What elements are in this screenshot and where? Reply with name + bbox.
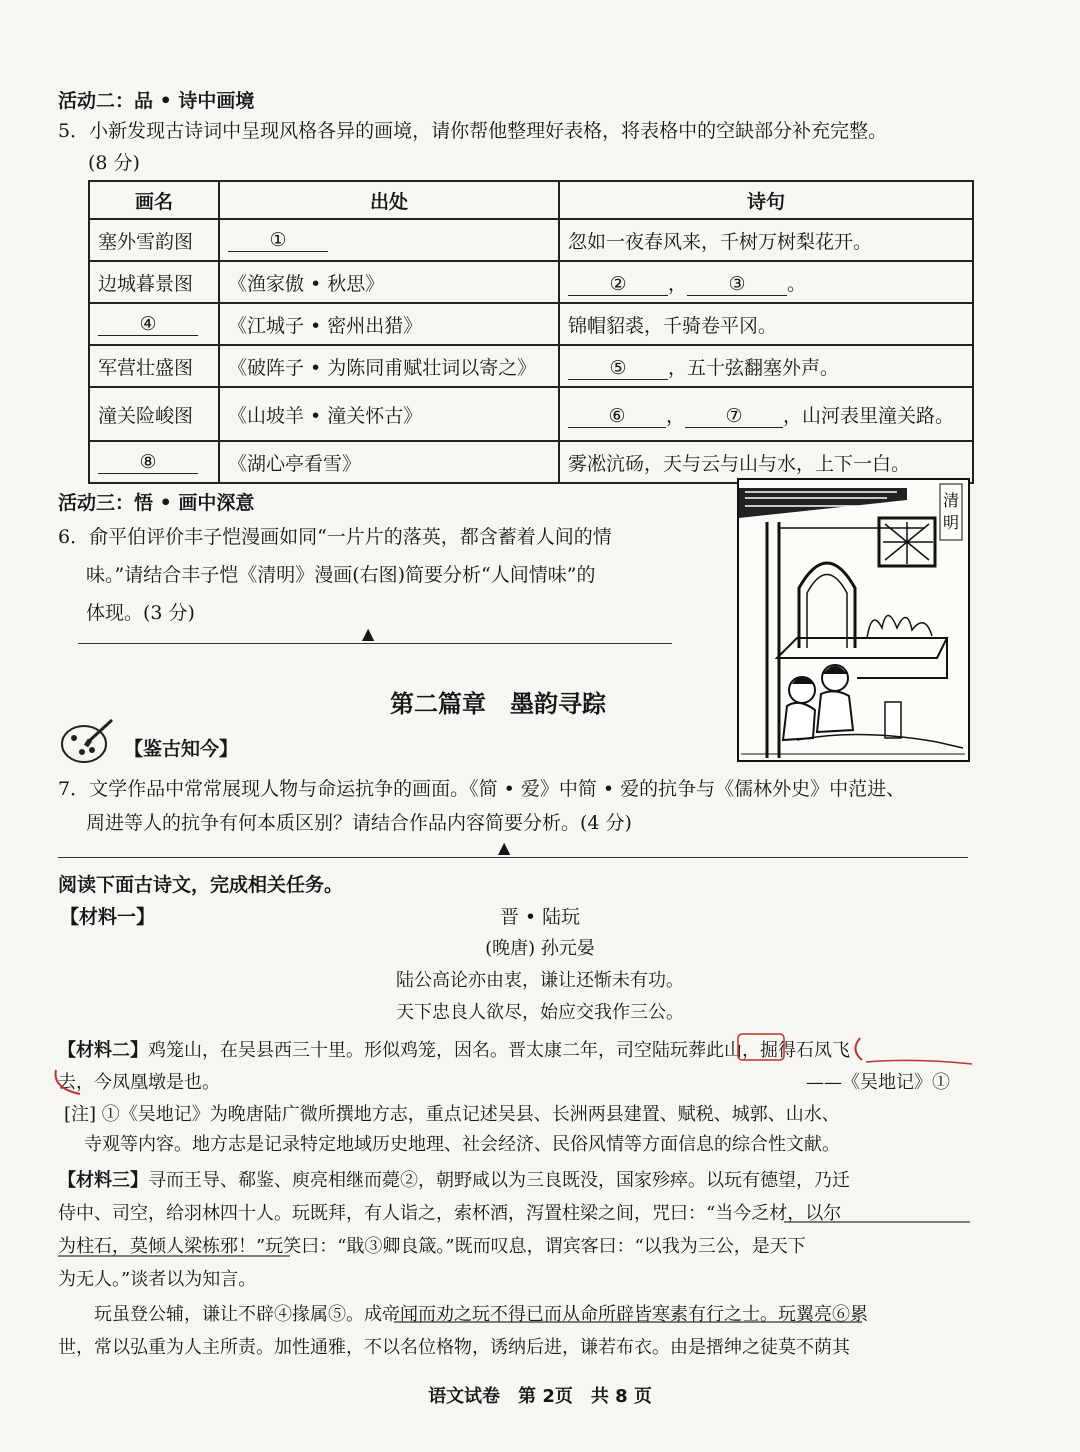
answer-blank[interactable]: ⑦: [685, 405, 783, 428]
q6-line: 味。”请结合丰子恺《清明》漫画(右图)简要分析“人间情味”的: [86, 564, 596, 586]
table-row: [89, 441, 973, 483]
answer-blank[interactable]: ④: [98, 313, 198, 336]
caption-char-1: 清: [942, 491, 960, 510]
row-source: 《江城子 • 密州出猎》: [219, 303, 559, 345]
q6-line: 6．俞平伯评价丰子恺漫画如同“一片片的落英，都含蓄着人间的情: [58, 526, 612, 548]
table-row: [89, 219, 973, 261]
row-name: [89, 441, 219, 483]
row-verse: 锦帽貂裘，千骑卷平冈。: [559, 303, 973, 345]
table-row: [89, 345, 973, 387]
caption-char-2: 明: [942, 513, 960, 532]
poem-title: 晋 • 陆玩: [499, 906, 581, 928]
poem-table: [88, 180, 974, 484]
answer-line[interactable]: [78, 643, 672, 644]
palette-brush-icon: [58, 716, 116, 768]
row-verse: [559, 345, 973, 387]
header-verse: 诗句: [559, 181, 973, 219]
q5-text: 5．小新发现古诗词中呈现风格各异的画境，请你帮他整理好表格，将表格中的空缺部分补充完整。: [58, 120, 888, 142]
answer-triangle: ▲: [498, 838, 511, 857]
verse-text: ，山河表里潼关路。: [783, 404, 955, 427]
row-source: 《破阵子 • 为陈同甫赋壮词以寄之》: [219, 345, 559, 387]
paragraph-line: 世，常以弘重为人主所责。加性通雅，不以名位格物，诱纳后进，谦若布衣。由是搢绅之徒莫不荫其: [58, 1337, 850, 1358]
material-1-label: 【材料一】: [60, 906, 156, 928]
chapter-title: 第二篇章 墨韵寻踪: [390, 690, 606, 718]
row-name: 军营壮盛图: [89, 345, 219, 387]
q5-score: (8 分): [88, 152, 140, 174]
row-name: 边城暮景图: [89, 261, 219, 303]
material-2-label: 【材料二】: [58, 1040, 148, 1061]
material-3-line: 侍中、司空，给羽林四十人。玩既拜，有人诣之，索杯酒，泻置柱梁之间，咒曰：“当今乏材，以尔: [58, 1203, 842, 1224]
q7-line: 7．文学作品中常常展现人物与命运抗争的画面。《简 • 爱》中简 • 爱的抗争与《儒林外史》中范进、: [58, 778, 906, 800]
row-verse: 雾凇沆砀，天与云与山与水，上下一白。: [559, 441, 973, 483]
row-source: 《山坡羊 • 潼关怀古》: [219, 387, 559, 441]
activity2-title: 活动二：品 • 诗中画境: [58, 90, 255, 112]
material-2-line: 去，今凤凰墩是也。: [58, 1072, 220, 1093]
paint-dot: [89, 747, 95, 753]
child-1-body: [783, 703, 815, 740]
page-footer: 语文试卷 第 2页 共 8 页: [428, 1386, 652, 1407]
table-header: [89, 181, 973, 219]
answer-blank[interactable]: ⑤: [568, 357, 668, 380]
paint-dot: [71, 735, 77, 741]
grave-tablet: [885, 702, 901, 738]
answer-blank[interactable]: ②: [568, 273, 668, 296]
material-3-label: 【材料三】: [58, 1170, 148, 1191]
poem-line: 天下忠良人欲尽，始应交我作三公。: [396, 1002, 684, 1023]
q6-line: 体现。(3 分): [86, 602, 195, 624]
paragraph-line: 玩虽登公辅，谦让不辟④掾属⑤。成帝闻而劝之玩不得已而从命所辟皆寒素有行之士。玩翼亮⑥累: [94, 1304, 868, 1325]
table-row: [89, 387, 973, 441]
answer-blank[interactable]: ③: [687, 273, 787, 296]
row-name: [89, 303, 219, 345]
row-name: 塞外雪韵图: [89, 219, 219, 261]
material-3-line: 为柱石，莫倾人梁栋邪！”玩笑曰：“戢③卿良箴。”既而叹息，谓宾客曰：“以我为三公，是天下: [58, 1236, 806, 1257]
row-source: [219, 219, 559, 261]
header-name: 画名: [89, 181, 219, 219]
answer-blank[interactable]: ①: [228, 229, 328, 252]
table-row: [89, 261, 973, 303]
section-label: 【鉴古知今】: [124, 738, 239, 760]
reading-intro: 阅读下面古诗文，完成相关任务。: [58, 874, 344, 896]
row-verse: 忽如一夜春风来，千树万树梨花开。: [559, 219, 973, 261]
verse-sep: ，: [668, 272, 688, 295]
handwritten-marks: [54, 1030, 974, 1100]
answer-blank[interactable]: ⑥: [568, 405, 666, 428]
pencil-underlines: [58, 1192, 978, 1342]
answer-triangle: ▲: [362, 624, 375, 643]
answer-line[interactable]: [58, 857, 968, 858]
child-2-body: [817, 691, 853, 732]
activity3-title: 活动三：悟 • 画中深意: [58, 492, 255, 514]
row-verse: [559, 387, 973, 441]
material-2-text: 鸡笼山，在吴县西三十里。形似鸡笼，因名。晋太康二年，司空陆玩葬此山，掘得石凤飞: [148, 1040, 850, 1061]
answer-blank[interactable]: ⑧: [98, 451, 198, 474]
row-name: 潼关险峻图: [89, 387, 219, 441]
note-line: [注] ①《吴地记》为晚唐陆广微所撰地方志，重点记述吴县、长洲两县建置、赋税、城郭、山水、: [64, 1104, 840, 1125]
row-source: 《渔家傲 • 秋思》: [219, 261, 559, 303]
brush-tip: [86, 740, 90, 746]
note: [64, 1100, 840, 1160]
brush-stroke: [88, 720, 112, 742]
table-row: [89, 303, 973, 345]
row-verse: [559, 261, 973, 303]
material-2-source: ——《吴地记》①: [806, 1072, 950, 1093]
header-source: 出处: [219, 181, 559, 219]
verse-text: ，五十弦翻塞外声。: [668, 356, 840, 379]
poem-line: 陆公高论亦由衷，谦让还惭未有功。: [396, 970, 684, 991]
red-underline: [866, 1060, 972, 1064]
material-3-text: 寻而王导、郗鉴、庾亮相继而薨②，朝野咸以为三良既没，国家殄瘁。以玩有德望，乃迁: [148, 1170, 850, 1191]
red-bracket-mark: [855, 1038, 862, 1060]
paint-dot: [79, 749, 85, 755]
red-box-mark: [738, 1034, 784, 1060]
note-line: 寺观等内容。地方志是记录特定地域历史地理、社会经济、民俗风情等方面信息的综合性文献。: [84, 1134, 840, 1155]
red-curve-mark: [56, 1070, 81, 1094]
poem-author: (晚唐) 孙元晏: [485, 938, 595, 959]
row-source: 《湖心亭看雪》: [219, 441, 559, 483]
qingming-illustration: [737, 478, 970, 762]
material-3-line: 为无人。”谈者以为知言。: [58, 1269, 257, 1290]
q7-line: 周进等人的抗争有何本质区别？请结合作品内容简要分析。(4 分): [86, 812, 632, 834]
q6-text: [58, 518, 612, 632]
verse-sep: ，: [666, 404, 686, 427]
verse-end: 。: [787, 272, 807, 295]
